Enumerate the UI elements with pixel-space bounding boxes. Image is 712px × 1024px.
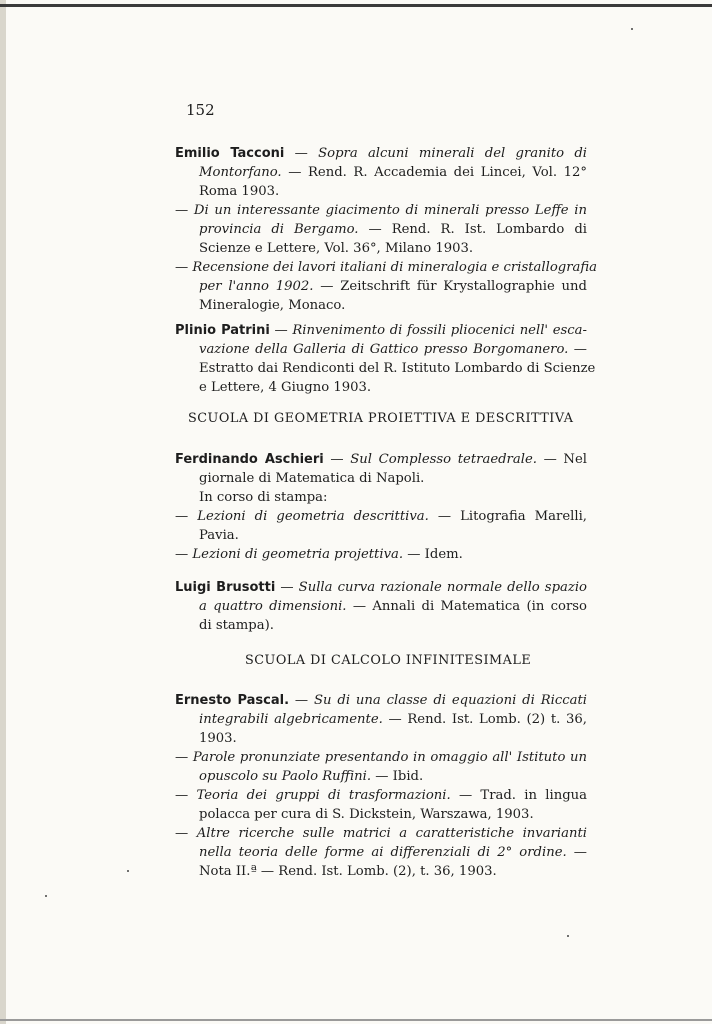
author-name: Luigi Brusotti: [175, 580, 276, 595]
section-heading-calcolo: SCUOLA DI CALCOLO INFINITESIMALE: [245, 653, 532, 668]
tacconi-line-6: Scienze e Lettere, Vol. 36°, Milano 1903.: [199, 241, 474, 256]
tacconi-line-4: — Di un interessante giacimento di minerali presso Leffe in: [175, 203, 588, 218]
aschieri-line-6: — Lezioni di geometria projettiva. — Idem.: [175, 547, 463, 562]
bottom-border-line: [0, 1019, 712, 1021]
pascal-line-1: Ernesto Pascal. — Su di una classe di equazioni di Riccati: [175, 693, 587, 708]
scan-speck: [127, 870, 129, 872]
author-name: Ernesto Pascal.: [175, 693, 290, 708]
tacconi-line-7: — Recensione dei lavori italiani di mineralogia e cristallografia: [175, 260, 598, 275]
pascal-line-9: nella teoria delle forme ai differenziali di 2° ordine. —: [199, 845, 587, 860]
tacconi-line-9: Mineralogie, Monaco.: [199, 298, 346, 313]
page-left-edge: [0, 0, 6, 1024]
patrini-line-3: Estratto dai Rendiconti del R. Istituto Lombardo di Scienze: [199, 361, 596, 376]
aschieri-line-5: Pavia.: [199, 528, 239, 543]
pascal-line-4: — Parole pronunziate presentando in omaggio all' Istituto un: [175, 750, 587, 765]
scan-speck: [631, 28, 633, 30]
author-name: Emilio Tacconi: [175, 146, 285, 161]
pascal-line-2: integrabili algebricamente. — Rend. Ist. Lomb. (2) t. 36,: [199, 712, 587, 727]
scan-speck: [45, 895, 47, 897]
tacconi-line-3: Roma 1903.: [199, 184, 280, 199]
scan-speck: [567, 935, 569, 937]
pascal-line-3: 1903.: [199, 731, 237, 746]
aschieri-line-3: In corso di stampa:: [199, 490, 328, 505]
patrini-line-1: Plinio Patrini — Rinvenimento di fossili pliocenici nell' esca-: [175, 323, 587, 338]
aschieri-line-1: Ferdinando Aschieri — Sul Complesso tetraedrale. — Nel: [175, 452, 587, 467]
pascal-line-10: Nota II.ª — Rend. Ist. Lomb. (2), t. 36, 1903.: [199, 864, 497, 879]
tacconi-line-8: per l'anno 1902. — Zeitschrift für Krystallographie und: [199, 279, 587, 294]
page-number: 152: [186, 101, 215, 119]
author-name: Ferdinando Aschieri: [175, 452, 324, 467]
aschieri-line-4: — Lezioni di geometria descrittiva. — Litografia Marelli,: [175, 509, 587, 524]
pascal-line-8: — Altre ricerche sulle matrici a caratteristiche invarianti: [175, 826, 587, 841]
tacconi-line-1: Emilio Tacconi — Sopra alcuni minerali del granito di: [175, 146, 587, 161]
tacconi-line-2: Montorfano. — Rend. R. Accademia dei Lincei, Vol. 12°: [199, 165, 587, 180]
patrini-line-4: e Lettere, 4 Giugno 1903.: [199, 380, 372, 395]
tacconi-line-5: provincia di Bergamo. — Rend. R. Ist. Lombardo di: [199, 222, 588, 237]
pascal-line-6: — Teoria dei gruppi di trasformazioni. — Trad. in lingua: [175, 788, 587, 803]
author-name: Plinio Patrini: [175, 323, 270, 338]
brusotti-line-1: Luigi Brusotti — Sulla curva razionale normale dello spazio: [175, 580, 587, 595]
patrini-line-2: vazione della Galleria di Gattico presso Borgomanero. —: [199, 342, 587, 357]
pascal-line-7: polacca per cura di S. Dickstein, Warszawa, 1903.: [199, 807, 534, 822]
pascal-line-5: opuscolo su Paolo Ruffini. — Ibid.: [199, 769, 424, 784]
top-border-line: [0, 4, 712, 7]
brusotti-line-3: di stampa).: [199, 618, 274, 633]
aschieri-line-2: giornale di Matematica di Napoli.: [199, 471, 425, 486]
brusotti-line-2: a quattro dimensioni. — Annali di Matematica (in corso: [199, 599, 587, 614]
section-heading-geometria: SCUOLA DI GEOMETRIA PROIETTIVA E DESCRITTIVA: [188, 411, 574, 426]
